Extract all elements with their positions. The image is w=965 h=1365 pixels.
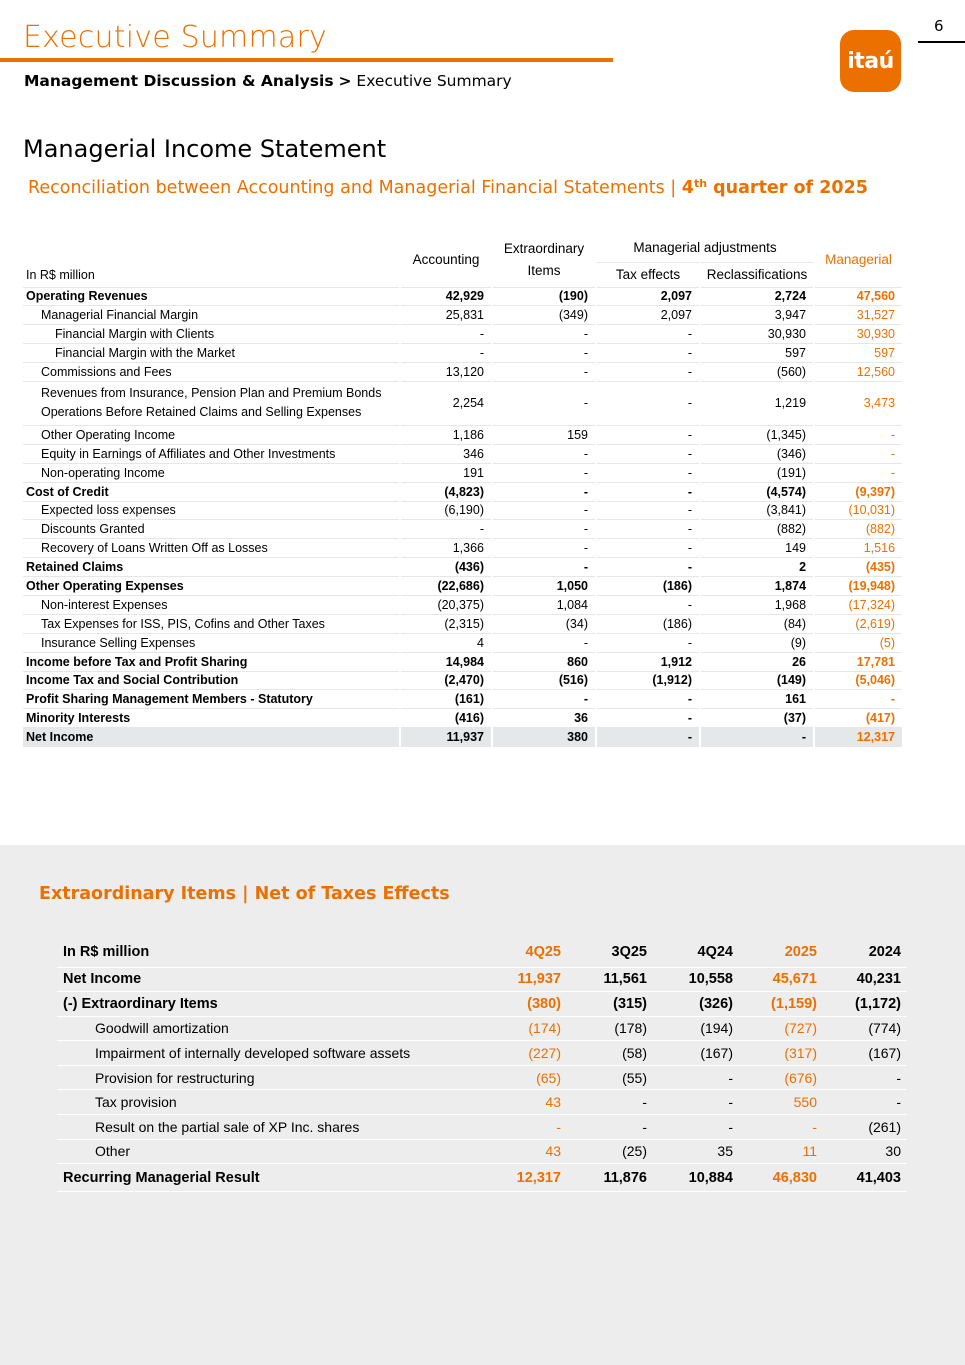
cell-reclass: (346) xyxy=(700,444,814,463)
cell-extraordinary: 159 xyxy=(492,425,596,444)
col-extraordinary xyxy=(492,233,596,287)
value-cell: (174) xyxy=(481,1016,567,1041)
cell-tax: - xyxy=(596,463,700,482)
cell-accounting: 1,366 xyxy=(400,539,492,558)
page-number-rule xyxy=(918,41,965,43)
section-title: Managerial Income Statement xyxy=(23,135,387,163)
row-label xyxy=(23,520,400,539)
value-cell: 12,317 xyxy=(481,1164,567,1192)
cell-accounting: 191 xyxy=(400,463,492,482)
row-label xyxy=(23,463,400,482)
cell-tax: - xyxy=(596,381,700,425)
row-label-text: Managerial Financial Margin xyxy=(41,308,199,323)
value-cell: - xyxy=(481,1115,567,1140)
unit-label: In R$ million xyxy=(57,938,481,967)
row-label xyxy=(23,363,400,382)
reconciliation-table xyxy=(23,233,904,747)
quarter-number: 4 xyxy=(681,178,694,198)
cell-tax: - xyxy=(596,709,700,728)
cell-reclass: (882) xyxy=(700,520,814,539)
cell-tax: (186) xyxy=(596,577,700,596)
value-cell: 35 xyxy=(653,1139,739,1164)
cell-managerial: (10,031) xyxy=(814,501,903,520)
row-label-text: Income before Tax and Profit Sharing xyxy=(26,654,248,669)
value-cell: (774) xyxy=(823,1016,907,1041)
row-label-text: Income Tax and Social Contribution xyxy=(26,673,239,688)
value-cell: (317) xyxy=(739,1041,823,1066)
row-label-text: Non-interest Expenses xyxy=(41,597,168,612)
value-cell: 43 xyxy=(481,1090,567,1115)
value-cell: - xyxy=(823,1065,907,1090)
value-cell: (167) xyxy=(653,1041,739,1066)
value-cell: (178) xyxy=(567,1016,653,1041)
row-label: Tax provision xyxy=(57,1090,481,1115)
cell-reclass: 1,968 xyxy=(700,595,814,614)
value-cell: (58) xyxy=(567,1041,653,1066)
cell-accounting: 1,186 xyxy=(400,425,492,444)
row-label: Provision for restructuring xyxy=(57,1065,481,1090)
row-label xyxy=(23,444,400,463)
cell-managerial: 597 xyxy=(814,344,903,363)
cell-reclass: (4,574) xyxy=(700,482,814,501)
cell-managerial: (435) xyxy=(814,558,903,577)
cell-managerial: (5,046) xyxy=(814,671,903,690)
cell-reclass: 2,724 xyxy=(700,287,814,306)
value-cell: - xyxy=(653,1065,739,1090)
cell-tax: - xyxy=(596,690,700,709)
cell-extraordinary: - xyxy=(492,463,596,482)
value-cell: (167) xyxy=(823,1041,907,1066)
cell-accounting: 13,120 xyxy=(400,363,492,382)
cell-extraordinary: - xyxy=(492,539,596,558)
row-label xyxy=(23,595,400,614)
page-number: 6 xyxy=(934,17,944,35)
row-label-text: Equity in Earnings of Affiliates and Other Investments xyxy=(41,446,336,461)
table-row xyxy=(23,577,903,596)
cell-tax: - xyxy=(596,728,700,747)
value-cell: (676) xyxy=(739,1065,823,1090)
cell-extraordinary: 36 xyxy=(492,709,596,728)
row-label-text: Tax Expenses for ISS, PIS, Cofins and Other Taxes xyxy=(41,616,325,631)
cell-extraordinary: (34) xyxy=(492,614,596,633)
cell-reclass: 3,947 xyxy=(700,306,814,325)
table-row xyxy=(57,1164,907,1192)
row-label-text: Other Operating Expenses xyxy=(26,579,184,594)
row-label xyxy=(23,614,400,633)
cell-tax: - xyxy=(596,558,700,577)
cell-managerial: 12,317 xyxy=(814,728,903,747)
cell-extraordinary: - xyxy=(492,363,596,382)
table-row xyxy=(23,709,903,728)
breadcrumb-current: Executive Summary xyxy=(356,72,512,90)
cell-tax: - xyxy=(596,595,700,614)
cell-tax: - xyxy=(596,444,700,463)
cell-extraordinary: - xyxy=(492,344,596,363)
table-row xyxy=(23,325,903,344)
cell-extraordinary: (349) xyxy=(492,306,596,325)
cell-extraordinary: 860 xyxy=(492,652,596,671)
subtitle-text: Reconciliation between Accounting and Managerial Financial Statements xyxy=(28,178,665,198)
cell-reclass: (9) xyxy=(700,633,814,652)
cell-accounting: (20,375) xyxy=(400,595,492,614)
cell-extraordinary: - xyxy=(492,520,596,539)
subtitle-separator: | xyxy=(670,178,677,198)
table-row xyxy=(57,992,907,1017)
table-row xyxy=(57,1115,907,1140)
value-cell: 30 xyxy=(823,1139,907,1164)
cell-managerial: (19,948) xyxy=(814,577,903,596)
row-label-text: Minority Interests xyxy=(26,711,131,726)
row-label: Goodwill amortization xyxy=(57,1016,481,1041)
value-cell: (25) xyxy=(567,1139,653,1164)
cell-accounting: 42,929 xyxy=(400,287,492,306)
row-label-text: Cost of Credit xyxy=(26,484,109,499)
row-label xyxy=(23,690,400,709)
cell-accounting: (436) xyxy=(400,558,492,577)
cell-accounting: 25,831 xyxy=(400,306,492,325)
cell-extraordinary: - xyxy=(492,501,596,520)
value-cell: - xyxy=(567,1115,653,1140)
cell-extraordinary: - xyxy=(492,381,596,425)
table-row xyxy=(23,690,903,709)
header-row xyxy=(57,938,907,967)
cell-extraordinary: (190) xyxy=(492,287,596,306)
value-cell: - xyxy=(823,1090,907,1115)
value-cell: 43 xyxy=(481,1139,567,1164)
table-row xyxy=(23,344,903,363)
row-label: Impairment of internally developed software assets xyxy=(57,1041,481,1066)
row-label xyxy=(23,652,400,671)
cell-extraordinary: - xyxy=(492,558,596,577)
cell-accounting: - xyxy=(400,344,492,363)
column-header: 3Q25 xyxy=(567,938,653,967)
column-header: 4Q25 xyxy=(481,938,567,967)
cell-managerial: 31,527 xyxy=(814,306,903,325)
row-label xyxy=(23,539,400,558)
row-label xyxy=(23,306,400,325)
cell-extraordinary: 1,050 xyxy=(492,577,596,596)
value-cell: 10,884 xyxy=(653,1164,739,1192)
table-row xyxy=(23,614,903,633)
cell-reclass: (84) xyxy=(700,614,814,633)
cell-extraordinary: - xyxy=(492,690,596,709)
cell-managerial: - xyxy=(814,425,903,444)
row-label-text: Discounts Granted xyxy=(41,522,145,537)
value-cell: 40,231 xyxy=(823,967,907,992)
cell-accounting: 4 xyxy=(400,633,492,652)
row-label-text: Financial Margin with the Market xyxy=(55,346,235,361)
page-title: Executive Summary xyxy=(23,20,327,55)
table-row xyxy=(23,287,903,306)
table-row xyxy=(23,633,903,652)
row-label xyxy=(23,381,400,425)
row-label-text: Financial Margin with Clients xyxy=(55,327,215,342)
row-label: (-) Extraordinary Items xyxy=(57,992,481,1017)
row-label xyxy=(23,671,400,690)
cell-accounting: 14,984 xyxy=(400,652,492,671)
cell-accounting: (22,686) xyxy=(400,577,492,596)
value-cell: 46,830 xyxy=(739,1164,823,1192)
cell-accounting: (2,315) xyxy=(400,614,492,633)
cell-extraordinary: - xyxy=(492,633,596,652)
table-row xyxy=(57,1090,907,1115)
row-label-text: Operating Revenues xyxy=(26,289,148,304)
cell-reclass: - xyxy=(700,728,814,747)
cell-managerial: 1,516 xyxy=(814,539,903,558)
cell-reclass: (3,841) xyxy=(700,501,814,520)
value-cell: (315) xyxy=(567,992,653,1017)
value-cell: (326) xyxy=(653,992,739,1017)
cell-reclass: 2 xyxy=(700,558,814,577)
row-label xyxy=(23,728,400,747)
column-header: 2025 xyxy=(739,938,823,967)
table-row xyxy=(57,967,907,992)
cell-extraordinary: 1,084 xyxy=(492,595,596,614)
cell-accounting: - xyxy=(400,520,492,539)
col-managerial-adjustments: Managerial adjustments xyxy=(596,233,814,262)
cell-managerial: - xyxy=(814,463,903,482)
cell-tax: (1,912) xyxy=(596,671,700,690)
cell-extraordinary: - xyxy=(492,325,596,344)
row-label-text: Revenues from Insurance, Pension Plan and Premium Bonds xyxy=(41,386,382,401)
value-cell: (227) xyxy=(481,1041,567,1066)
cell-reclass: (191) xyxy=(700,463,814,482)
value-cell: (1,172) xyxy=(823,992,907,1017)
table-row xyxy=(23,482,903,501)
cell-tax: (186) xyxy=(596,614,700,633)
cell-extraordinary: - xyxy=(492,482,596,501)
cell-reclass: 1,874 xyxy=(700,577,814,596)
section-subtitle xyxy=(28,177,868,198)
table-row xyxy=(23,520,903,539)
cell-reclass: (560) xyxy=(700,363,814,382)
logo-text: itaú xyxy=(847,48,894,74)
cell-tax: 2,097 xyxy=(596,287,700,306)
cell-reclass: 161 xyxy=(700,690,814,709)
table-row xyxy=(23,381,903,425)
row-label-text: Insurance Selling Expenses xyxy=(41,635,196,650)
col-reclassifications: Reclassifications xyxy=(700,262,814,287)
row-label xyxy=(23,501,400,520)
cell-managerial: 3,473 xyxy=(814,381,903,425)
breadcrumb-separator: > xyxy=(338,72,352,90)
row-label xyxy=(23,577,400,596)
cell-tax: - xyxy=(596,633,700,652)
value-cell: - xyxy=(567,1090,653,1115)
cell-tax: - xyxy=(596,325,700,344)
cell-extraordinary: 380 xyxy=(492,728,596,747)
cell-accounting: - xyxy=(400,325,492,344)
title-underline xyxy=(0,58,613,62)
value-cell: 11 xyxy=(739,1139,823,1164)
cell-tax: - xyxy=(596,520,700,539)
cell-accounting: 2,254 xyxy=(400,381,492,425)
table-row xyxy=(23,501,903,520)
cell-tax: - xyxy=(596,425,700,444)
cell-extraordinary: (516) xyxy=(492,671,596,690)
table-row xyxy=(23,363,903,382)
value-cell: 10,558 xyxy=(653,967,739,992)
row-label-text: Net Income xyxy=(26,730,94,745)
table-row xyxy=(23,558,903,577)
row-label-text: Profit Sharing Management Members - Statutory xyxy=(26,692,313,707)
col-accounting: Accounting xyxy=(400,233,492,287)
table-row xyxy=(57,1016,907,1041)
value-cell: (727) xyxy=(739,1016,823,1041)
row-label-text: Recovery of Loans Written Off as Losses xyxy=(41,541,268,556)
cell-accounting: (416) xyxy=(400,709,492,728)
value-cell: (55) xyxy=(567,1065,653,1090)
value-cell: 11,876 xyxy=(567,1164,653,1192)
row-label xyxy=(23,558,400,577)
value-cell: 11,937 xyxy=(481,967,567,992)
value-cell: - xyxy=(653,1090,739,1115)
cell-managerial: (882) xyxy=(814,520,903,539)
row-label-text: Commissions and Fees xyxy=(41,365,172,379)
cell-tax: 2,097 xyxy=(596,306,700,325)
value-cell: 11,561 xyxy=(567,967,653,992)
cell-tax: 1,912 xyxy=(596,652,700,671)
col-managerial: Managerial xyxy=(814,233,903,287)
row-label: Net Income xyxy=(57,967,481,992)
cell-managerial: 30,930 xyxy=(814,325,903,344)
cell-managerial: 17,781 xyxy=(814,652,903,671)
subtitle-quarter xyxy=(682,178,868,198)
row-label-text: Retained Claims xyxy=(26,560,124,575)
cell-managerial: (417) xyxy=(814,709,903,728)
unit-label: In R$ million xyxy=(23,233,400,287)
value-cell: 550 xyxy=(739,1090,823,1115)
row-label xyxy=(23,425,400,444)
value-cell: - xyxy=(653,1115,739,1140)
value-cell: - xyxy=(739,1115,823,1140)
row-label xyxy=(23,482,400,501)
cell-tax: - xyxy=(596,501,700,520)
table-row xyxy=(57,1065,907,1090)
cell-accounting: 11,937 xyxy=(400,728,492,747)
cell-managerial: (2,619) xyxy=(814,614,903,633)
value-cell: (1,159) xyxy=(739,992,823,1017)
extraordinary-table xyxy=(57,938,907,1192)
cell-reclass: 149 xyxy=(700,539,814,558)
table-row xyxy=(23,728,903,747)
row-label xyxy=(23,344,400,363)
row-label-text: Expected loss expenses xyxy=(41,503,176,518)
table-row xyxy=(57,1139,907,1164)
row-label xyxy=(23,287,400,306)
table-row xyxy=(23,463,903,482)
cell-tax: - xyxy=(596,363,700,382)
col-tax-effects: Tax effects xyxy=(596,262,700,287)
value-cell: 41,403 xyxy=(823,1164,907,1192)
value-cell: (261) xyxy=(823,1115,907,1140)
table-row xyxy=(23,539,903,558)
col-extraordinary-line1: Extraordinary xyxy=(503,240,585,256)
cell-managerial: 12,560 xyxy=(814,363,903,382)
cell-reclass: 597 xyxy=(700,344,814,363)
cell-managerial: 47,560 xyxy=(814,287,903,306)
row-label: Recurring Managerial Result xyxy=(57,1164,481,1192)
cell-reclass: 26 xyxy=(700,652,814,671)
breadcrumb-parent: Management Discussion & Analysis xyxy=(24,72,334,90)
row-label xyxy=(23,709,400,728)
quarter-suffix: th xyxy=(693,177,708,190)
table-row xyxy=(57,1041,907,1066)
breadcrumb xyxy=(24,72,512,90)
row-label-text: Non-operating Income xyxy=(41,465,165,480)
cell-managerial: (9,397) xyxy=(814,482,903,501)
column-header: 4Q24 xyxy=(653,938,739,967)
cell-reclass: 1,219 xyxy=(700,381,814,425)
cell-managerial: - xyxy=(814,444,903,463)
table-row xyxy=(23,671,903,690)
cell-accounting: (2,470) xyxy=(400,671,492,690)
cell-managerial: (17,324) xyxy=(814,595,903,614)
cell-tax: - xyxy=(596,539,700,558)
table-row xyxy=(23,444,903,463)
cell-tax: - xyxy=(596,344,700,363)
cell-reclass: (37) xyxy=(700,709,814,728)
cell-managerial: - xyxy=(814,690,903,709)
row-label-text-line2: Operations Before Retained Claims and Selling Expenses xyxy=(41,405,362,420)
cell-accounting: 346 xyxy=(400,444,492,463)
value-cell: (65) xyxy=(481,1065,567,1090)
quarter-text: quarter of 2025 xyxy=(713,178,868,198)
cell-accounting: (6,190) xyxy=(400,501,492,520)
value-cell: (194) xyxy=(653,1016,739,1041)
row-label-text: Other Operating Income xyxy=(41,427,176,442)
row-label xyxy=(23,633,400,652)
value-cell: (380) xyxy=(481,992,567,1017)
cell-accounting: (4,823) xyxy=(400,482,492,501)
row-label: Result on the partial sale of XP Inc. shares xyxy=(57,1115,481,1140)
cell-reclass: (149) xyxy=(700,671,814,690)
table-row xyxy=(23,425,903,444)
extraordinary-title: Extraordinary Items | Net of Taxes Effects xyxy=(39,884,450,904)
table-row xyxy=(23,306,903,325)
cell-managerial: (5) xyxy=(814,633,903,652)
cell-accounting: (161) xyxy=(400,690,492,709)
table-row xyxy=(23,595,903,614)
cell-extraordinary: - xyxy=(492,444,596,463)
row-label: Other xyxy=(57,1139,481,1164)
col-extraordinary-line2: Items xyxy=(527,262,561,278)
cell-tax: - xyxy=(596,482,700,501)
row-label xyxy=(23,325,400,344)
cell-reclass: 30,930 xyxy=(700,325,814,344)
table-row xyxy=(23,652,903,671)
value-cell: 45,671 xyxy=(739,967,823,992)
column-header: 2024 xyxy=(823,938,907,967)
itau-logo xyxy=(840,30,901,92)
cell-reclass: (1,345) xyxy=(700,425,814,444)
